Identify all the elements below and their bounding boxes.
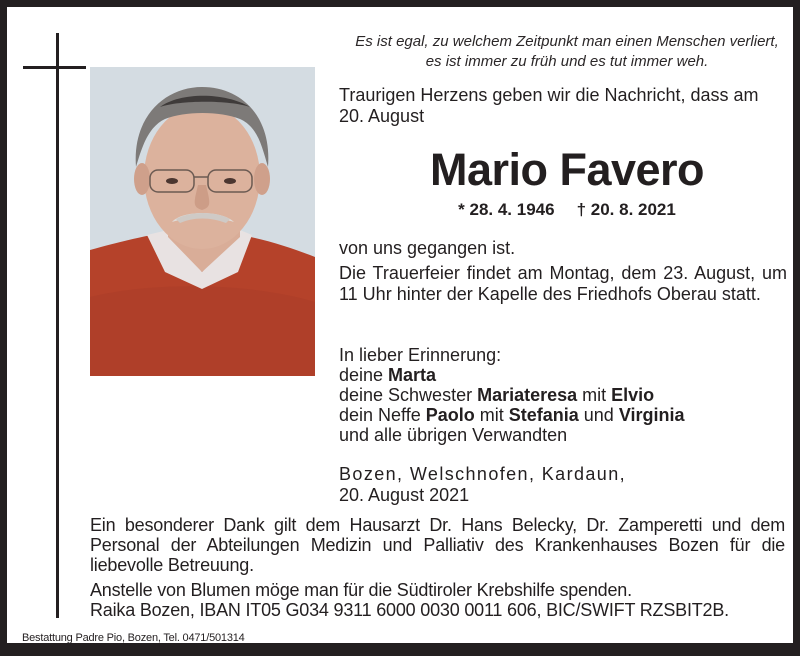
deceased-name: Mario Favero — [429, 144, 705, 195]
motto-line-2: es ist immer zu früh und es tut immer weh. — [425, 53, 709, 70]
obituary-notice — [7, 7, 793, 643]
donation-bank-details: Raika Bozen, IBAN IT05 G034 9311 6000 0030 0011 606, BIC/SWIFT RZSBIT2B. — [90, 600, 729, 620]
cross-icon-horizontal — [23, 66, 86, 69]
place-and-date — [339, 464, 626, 506]
notice-date: 20. August 2021 — [339, 485, 470, 505]
cross-icon-vertical — [56, 33, 59, 618]
family-line-prefix: deine Schwester — [339, 385, 478, 405]
donation-line-1: Anstelle von Blumen möge man für die Südtiroler Krebshilfe spenden. — [90, 580, 632, 600]
announcement-intro — [339, 85, 789, 127]
family-line — [339, 385, 789, 405]
death-date: † 20. 8. 2021 — [576, 200, 676, 219]
family-line — [339, 405, 789, 425]
intro-line-2: 20. August — [339, 106, 425, 126]
family-line — [339, 425, 789, 445]
motto-line-1: Es ist egal, zu welchem Zeitpunkt man einen Menschen verliert, — [355, 33, 779, 50]
family-line-prefix: dein Neffe — [339, 405, 426, 425]
thanks-paragraph: Ein besonderer Dank gilt dem Hausarzt Dr. Hans Belecky, Dr. Zamperetti und dem Personal der Abteilungen Medizin und Palliativ des Krankenhauses Bozen für die liebevolle Betreuung. — [90, 515, 785, 575]
motto-quote — [337, 32, 797, 72]
portrait-image — [90, 67, 315, 376]
family-connector: mit — [474, 405, 509, 425]
portrait-photo — [90, 67, 315, 376]
birth-date: * 28. 4. 1946 — [458, 200, 555, 219]
intro-line-1: Traurigen Herzens geben wir die Nachricht, dass am — [339, 85, 759, 105]
passed-away-text: von uns gegangen ist. — [339, 238, 516, 258]
family-member-name: Mariateresa — [477, 385, 578, 405]
funeral-info: Die Trauerfeier findet am Montag, dem 23. August, um 11 Uhr hinter der Kapelle des Friedhofs Oberau statt. — [339, 263, 787, 304]
donation-info — [90, 580, 790, 620]
family-line-prefix: und alle übrigen Verwandten — [339, 425, 568, 445]
places: Bozen, Welschnofen, Kardaun, — [339, 464, 627, 484]
family-line-prefix: deine — [339, 365, 389, 385]
funeral-home-footer: Bestattung Padre Pio, Bozen, Tel. 0471/501314 — [22, 632, 245, 644]
life-dates — [337, 199, 797, 221]
family-member-name: Elvio — [611, 385, 655, 405]
family-member-name: Marta — [388, 365, 437, 385]
family-member-name: Paolo — [425, 405, 475, 425]
family-member-name: Virginia — [618, 405, 685, 425]
family-mourners — [339, 345, 789, 445]
family-line — [339, 365, 789, 385]
family-heading: In lieber Erinnerung: — [339, 345, 502, 365]
family-connector: und — [578, 405, 619, 425]
family-member-name: Stefania — [508, 405, 579, 425]
family-connector: mit — [577, 385, 612, 405]
